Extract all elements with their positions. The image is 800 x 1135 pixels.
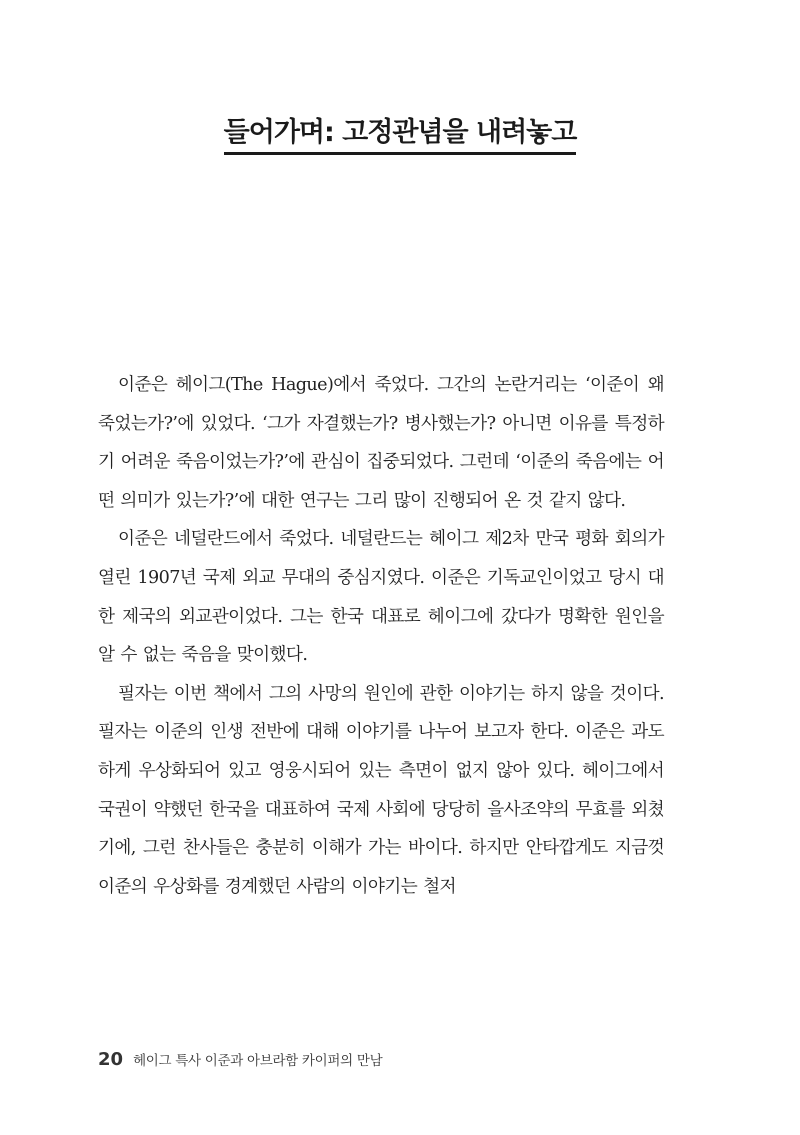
chapter-title-text: 들어가며: 고정관념을 내려놓고 xyxy=(224,110,577,155)
paragraph-3: 필자는 이번 책에서 그의 사망의 원인에 관한 이야기는 하지 않을 것이다. 필자는 이준의 인생 전반에 대해 이야기를 나누어 보고자 한다. 이준은 과도하게 우상화되어 있고 영웅시되어 있는 측면이 없지 않아 있다. 헤이그에서 국권이 약했던 한국을 대표하여 국제 사회에 당당히 을사조약의 무효를 외쳤기에, 그런 찬사들은 충분히 이해가 가는 바이다. 하지만 안타깝게도 지금껏 이준의 우상화를 경계했던 사람의 이야기는 철저 xyxy=(98,683,664,897)
page-number: 20 xyxy=(98,1049,124,1070)
body-text xyxy=(98,366,664,906)
chapter-title xyxy=(0,110,800,155)
paragraph-2: 이준은 네덜란드에서 죽었다. 네덜란드는 헤이그 제2차 만국 평화 회의가 열린 1907년 국제 외교 무대의 중심지였다. 이준은 기독교인이었고 당시 대한 제국의 외교관이었다. 그는 한국 대표로 헤이그에 갔다가 명확한 원인을 알 수 없는 죽음을 맞이했다. xyxy=(98,529,664,666)
page-footer xyxy=(98,1049,382,1070)
paragraph-1: 이준은 헤이그(The Hague)에서 죽었다. 그간의 논란거리는 ‘이준이 왜 죽었는가?’에 있었다. ‘그가 자결했는가? 병사했는가? 아니면 이유를 특정하기 어려운 죽음이었는가?’에 관심이 집중되었다. 그런데 ‘이준의 죽음에는 어떤 의미가 있는가?’에 대한 연구는 그리 많이 진행되어 온 것 같지 않다. xyxy=(98,375,664,511)
running-title: 헤이그 특사 이준과 아브라함 카이퍼의 만남 xyxy=(133,1053,383,1069)
